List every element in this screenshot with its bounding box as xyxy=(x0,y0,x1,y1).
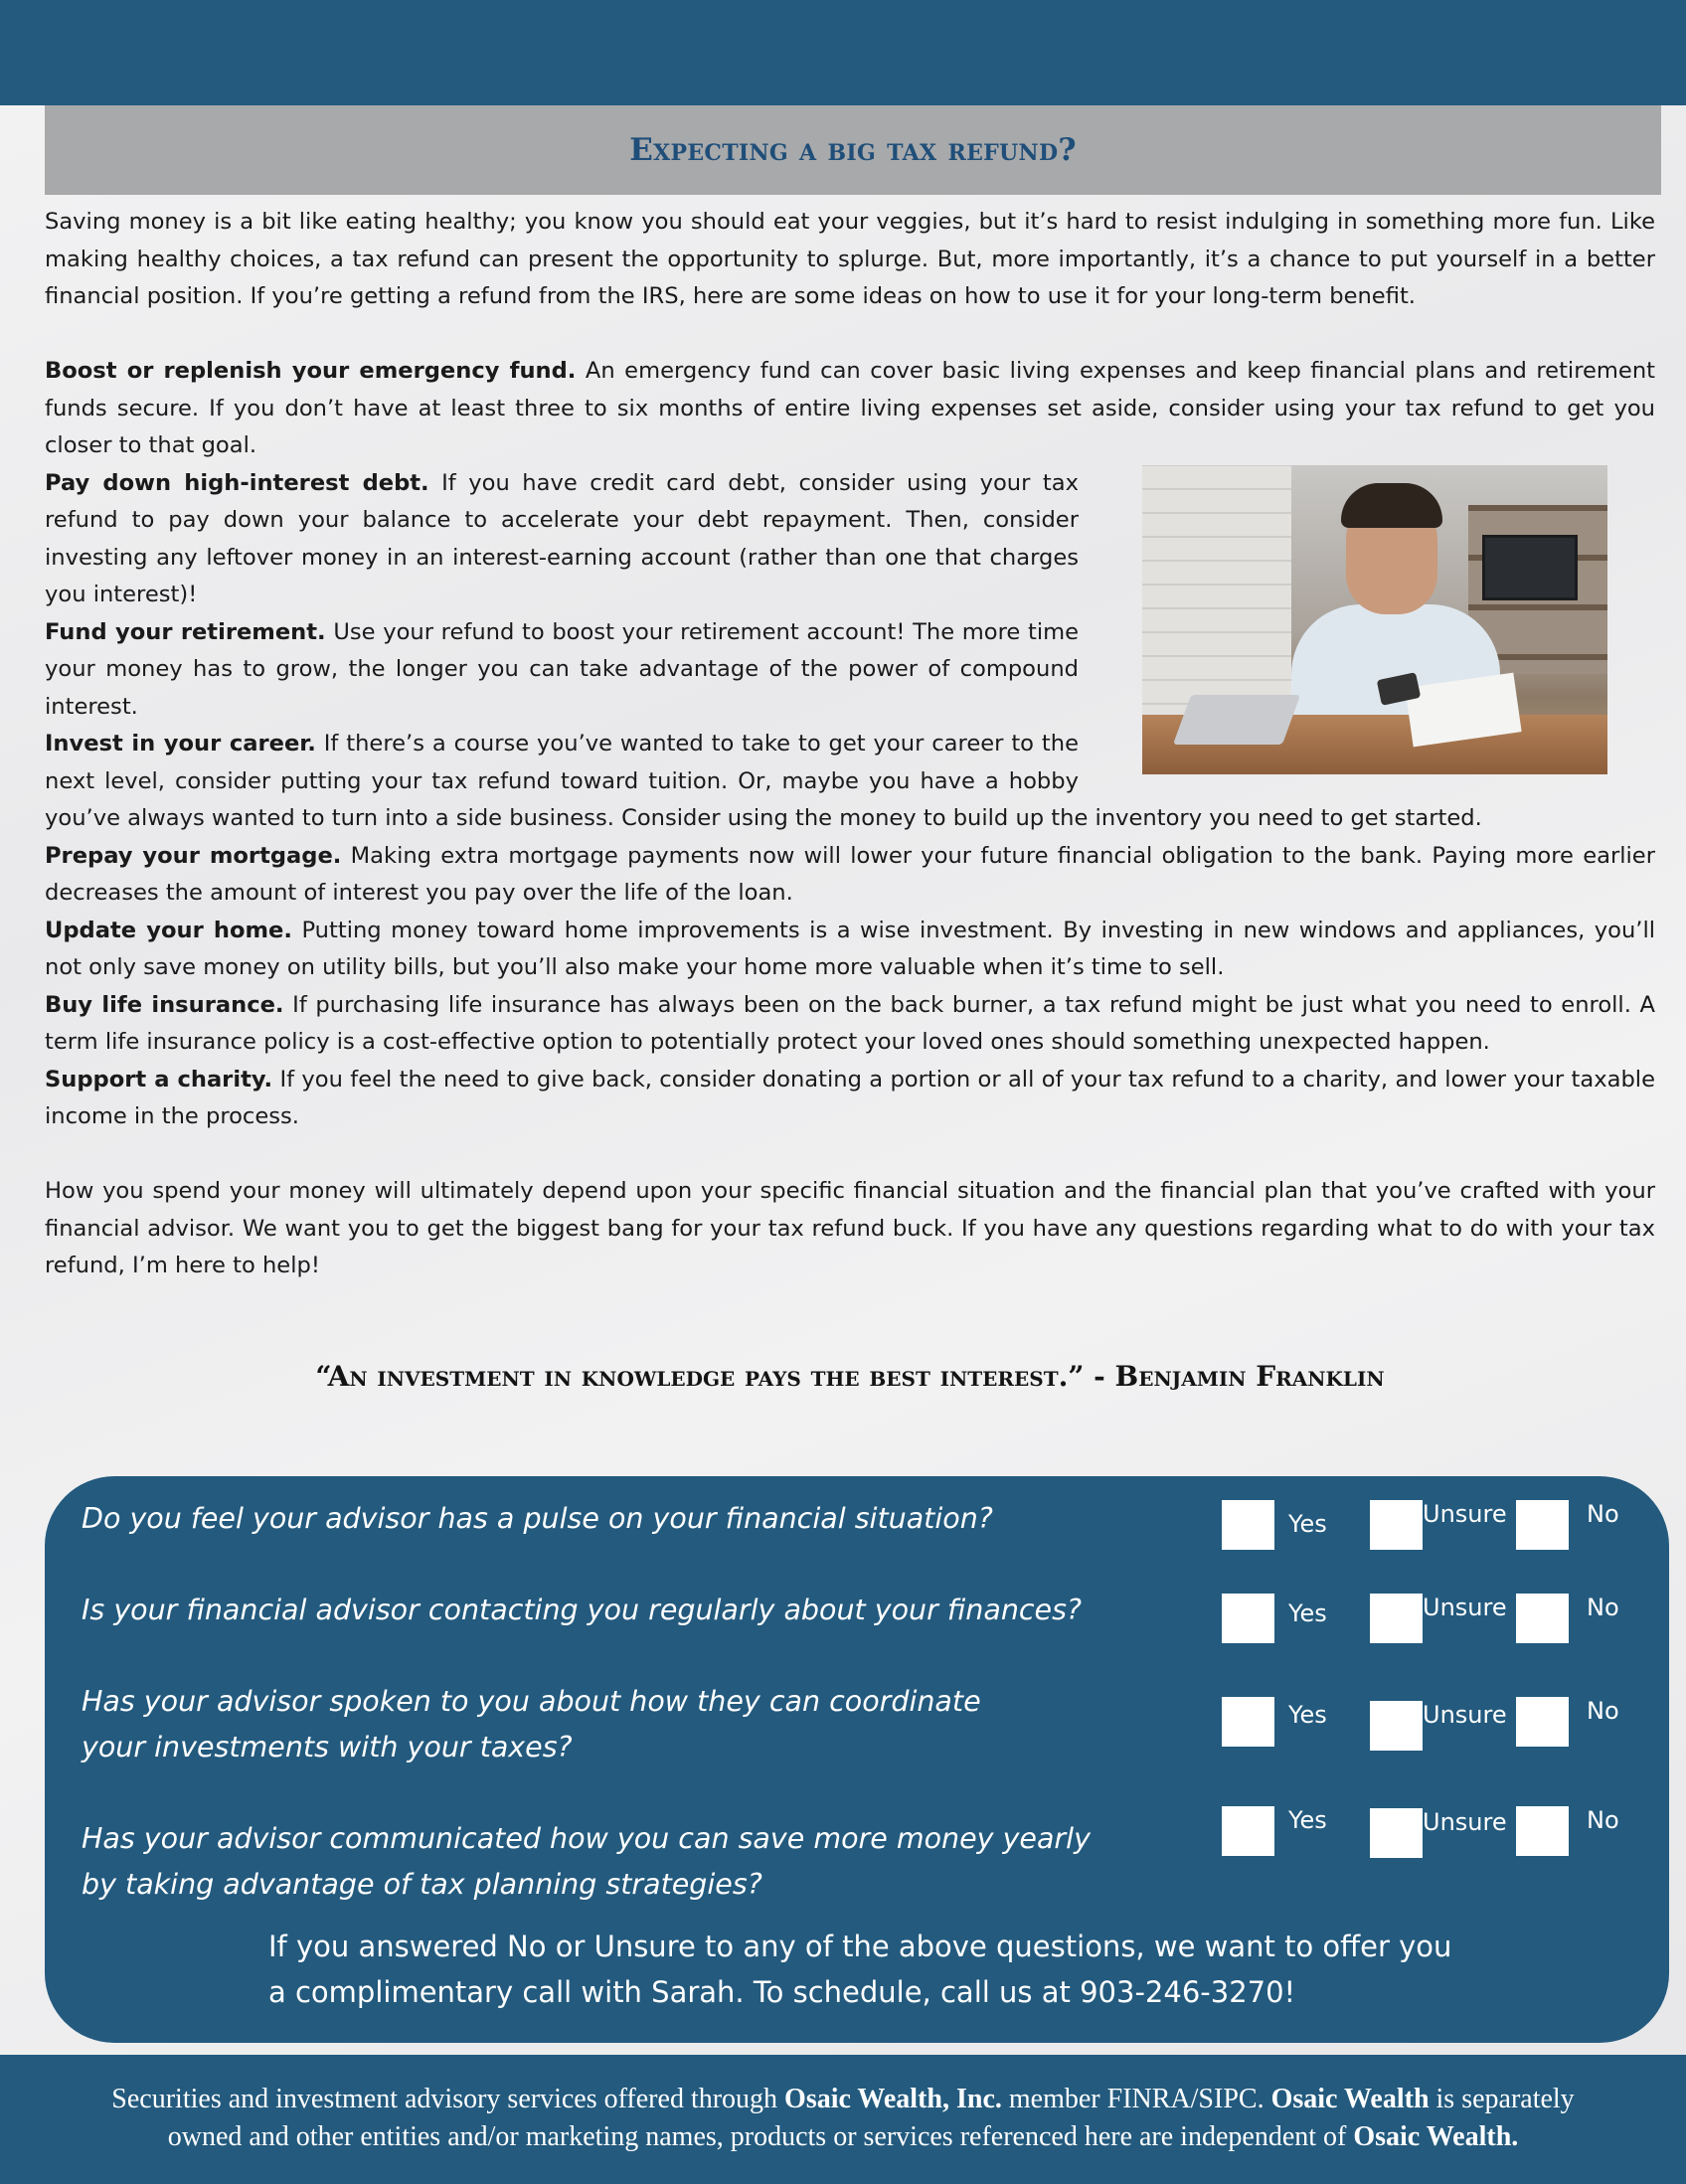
q1-yes-checkbox[interactable]: Yes xyxy=(1222,1500,1327,1550)
tip-text: Use your refund to boost your retirement account! The more time your money has to grow, the longer you can take advantage of the power of compound interest. xyxy=(45,618,1080,720)
survey-call-to-action: If you answered No or Unsure to any of the above questions, we want to offer you a complimentary call with Sarah. To schedule, call us at 903-246-3270! xyxy=(268,1930,1452,2009)
q1-no-checkbox[interactable]: No xyxy=(1516,1500,1619,1550)
q3-unsure-checkbox[interactable]: Unsure xyxy=(1370,1701,1507,1751)
q3-no-checkbox[interactable]: No xyxy=(1516,1697,1619,1747)
tip-heading: Invest in your career. xyxy=(45,731,316,756)
q4-no-checkbox[interactable]: No xyxy=(1516,1806,1619,1856)
tip-text: If purchasing life insurance has always been on the back burner, a tax refund might be just what you need to enroll. A term life insurance policy is a cost-effective option to potentially protect your loved ones should something unexpected happen. xyxy=(45,991,1655,1055)
article-body xyxy=(45,204,1655,1285)
tip-text: If you feel the need to give back, consider donating a portion or all of your tax refund to a charity, and lower your taxable income in the process. xyxy=(45,1066,1655,1129)
tip-heading: Prepay your mortgage. xyxy=(45,842,342,869)
intro-paragraph: Saving money is a bit like eating healthy; you know you should eat your veggies, but it’s hard to resist indulging in something more fun. Like making healthy choices, a tax refund can present the opportunity to splurge. But, more importantly, it’s a chance to put yourself in a better financial position. If you’re getting a refund from the IRS, here are some ideas on how to use it for your long-term benefit. xyxy=(45,209,1655,309)
tip-update-home xyxy=(45,913,1655,987)
q2-no-checkbox[interactable]: No xyxy=(1516,1594,1619,1643)
tip-text: If you have credit card debt, consider using your tax refund to pay down your balance to accelerate your debt repayment. Then, consider investing any leftover money in an interest-earning account (rather than one that charges you interest)! xyxy=(45,469,1079,607)
closing-paragraph: How you spend your money will ultimately depend upon your specific financial situation and the financial plan that you’ve crafted with your financial advisor. We want you to get the biggest bang for your tax refund buck. If you have any questions regarding what to do with your tax refund, I’m here to help! xyxy=(45,1178,1655,1278)
q3-yes-checkbox[interactable]: Yes xyxy=(1222,1697,1327,1747)
survey-question-4: Has your advisor communicated how you can save more money yearly by taking advantage of tax planning strategies? xyxy=(82,1822,1091,1901)
tip-support-charity xyxy=(45,1062,1655,1136)
article-title: Expecting a big tax refund? xyxy=(629,132,1077,168)
advisor-survey-panel xyxy=(45,1476,1669,2043)
q2-yes-checkbox[interactable]: Yes xyxy=(1222,1594,1327,1643)
tip-heading: Fund your retirement. xyxy=(45,618,326,645)
disclosure-footer xyxy=(0,2055,1686,2184)
franklin-quote: “An investment in knowledge pays the best interest.” - Benjamin Franklin xyxy=(315,1360,1385,1393)
survey-question-1: Do you feel your advisor has a pulse on your financial situation? xyxy=(82,1502,993,1535)
q2-unsure-checkbox[interactable]: Unsure xyxy=(1370,1594,1507,1643)
tip-heading: Pay down high-interest debt. xyxy=(45,469,429,496)
q4-yes-checkbox[interactable]: Yes xyxy=(1222,1806,1327,1856)
tip-life-insurance xyxy=(45,987,1655,1062)
tip-heading: Update your home. xyxy=(45,917,292,943)
tip-emergency-fund xyxy=(45,353,1655,465)
tip-text: An emergency fund can cover basic living expenses and keep financial plans and retirement funds secure. If you don’t have at least three to six months of entire living expenses set aside, consider using your tax refund to get you closer to that goal. xyxy=(45,358,1655,458)
survey-question-2: Is your financial advisor contacting you regularly about your finances? xyxy=(82,1594,1083,1626)
disclosure-line-2: owned and other entities and/or marketing names, products or services referenced here are independent of Osaic Wealth. xyxy=(167,2121,1519,2152)
disclosure-line-1: Securities and investment advisory services offered through Osaic Wealth, Inc. member FINRA/SIPC. Osaic Wealth is separately xyxy=(111,2084,1575,2114)
tip-text: If there’s a course you’ve wanted to take to get your career to the next level, consider putting your tax refund toward tuition. Or, maybe you have a hobby you’ve always wanted to turn into a side business. Consider using the money to build up the inventory you need to get started. xyxy=(45,731,1482,831)
tip-heading: Buy life insurance. xyxy=(45,991,284,1018)
tip-heading: Boost or replenish your emergency fund. xyxy=(45,358,577,384)
survey-question-3: Has your advisor spoken to you about how they can coordinate your investments with your taxes? xyxy=(82,1685,981,1764)
top-band xyxy=(0,0,1686,105)
tip-text: Putting money toward home improvements is a wise investment. By investing in new windows and appliances, you’ll not only save money on utility bills, but you’ll also make your home more valuable when it’s time to sell. xyxy=(45,917,1656,980)
q4-unsure-checkbox[interactable]: Unsure xyxy=(1370,1808,1507,1858)
tip-text: Making extra mortgage payments now will lower your future financial obligation to the bank. Paying more earlier decreases the amount of interest you pay over the life of the loan. xyxy=(45,842,1655,906)
tip-prepay-mortgage xyxy=(45,838,1655,913)
tip-heading: Support a charity. xyxy=(45,1066,273,1092)
q1-unsure-checkbox[interactable]: Unsure xyxy=(1370,1500,1507,1550)
title-bar xyxy=(45,105,1661,195)
man-with-phone-photo xyxy=(1142,465,1607,774)
